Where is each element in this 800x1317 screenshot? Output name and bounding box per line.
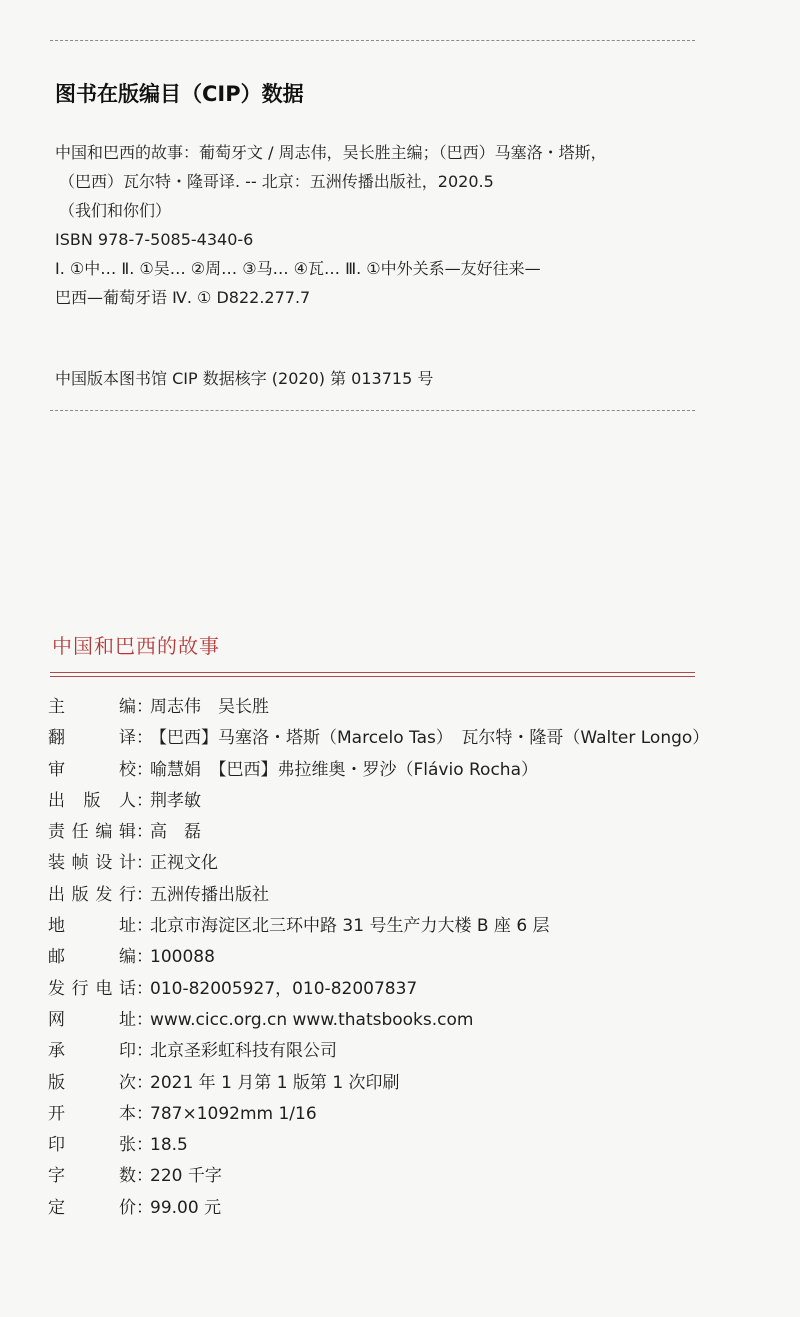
credit-colon: ： (136, 790, 153, 811)
credit-row (48, 974, 748, 1005)
credit-row (48, 1161, 748, 1192)
credit-label: 地 址 (48, 916, 136, 937)
credit-label: 字 数 (48, 1166, 136, 1187)
credit-label: 印 张 (48, 1135, 136, 1156)
credit-row (48, 911, 748, 942)
credit-colon: ： (136, 884, 153, 905)
credit-value: 荆孝敏 (150, 790, 201, 811)
cip-line: ISBN 978-7-5085-4340-6 (55, 230, 254, 249)
credit-row (48, 692, 748, 723)
credit-row (48, 755, 748, 786)
credit-colon: ： (136, 947, 153, 968)
credit-value: www.cicc.org.cn www.thatsbooks.com (150, 1009, 474, 1030)
credit-label: 出 版 人 (48, 790, 136, 811)
credit-value: 【巴西】马塞洛・塔斯（Marcelo Tas） 瓦尔特・隆哥（Walter Longo） (150, 728, 710, 749)
credit-colon: ： (136, 1197, 153, 1218)
credit-colon: ： (136, 1166, 153, 1187)
credit-row (48, 1193, 748, 1224)
credit-row (48, 942, 748, 973)
credit-colon: ： (136, 916, 153, 937)
credit-value: 220 千字 (150, 1166, 222, 1187)
credit-label: 发 行 电 话 (48, 978, 136, 999)
credit-label: 开 本 (48, 1103, 136, 1124)
credit-label: 邮 编 (48, 947, 136, 968)
credit-value: 高 磊 (150, 822, 201, 843)
book-title: 中国和巴西的故事 (52, 634, 220, 658)
top-divider (50, 40, 695, 41)
credit-value: 北京市海淀区北三环中路 31 号生产力大楼 B 座 6 层 (150, 916, 550, 937)
credits-list (48, 692, 748, 1224)
cip-line: （巴西）瓦尔特・隆哥译. -- 北京：五洲传播出版社，2020.5 (59, 172, 494, 191)
credit-colon: ： (136, 1009, 153, 1030)
credit-colon: ： (136, 697, 153, 717)
credit-row (48, 880, 748, 911)
credit-row (48, 817, 748, 848)
credit-label: 定 价 (48, 1197, 136, 1218)
credit-value: 2021 年 1 月第 1 版第 1 次印刷 (150, 1072, 400, 1093)
credit-value: 五洲传播出版社 (150, 884, 269, 905)
credit-row (48, 1005, 748, 1036)
middle-divider (50, 410, 695, 411)
credit-row (48, 1068, 748, 1099)
title-divider (50, 672, 695, 677)
credit-value: 100088 (150, 947, 215, 968)
cip-line: （我们和你们） (59, 201, 172, 220)
cip-record (55, 138, 695, 312)
credit-row (48, 1130, 748, 1161)
credit-value: 正视文化 (150, 853, 218, 874)
cip-check-number: 中国版本图书馆 CIP 数据核字 (2020) 第 013715 号 (55, 369, 434, 388)
credit-row (48, 786, 748, 817)
credit-colon: ： (136, 759, 153, 780)
credit-label: 主 编 (48, 697, 136, 717)
credit-value: 99.00 元 (150, 1197, 222, 1218)
credit-row (48, 1036, 748, 1067)
credit-label: 网 址 (48, 1009, 136, 1030)
credit-label: 装 帧 设 计 (48, 853, 136, 874)
credit-value: 北京圣彩虹科技有限公司 (150, 1041, 337, 1062)
credit-label: 承 印 (48, 1041, 136, 1062)
cip-line: 中国和巴西的故事：葡萄牙文 / 周志伟，吴长胜主编；（巴西）马塞洛・塔斯， (55, 143, 607, 162)
credit-value: 喻慧娟 【巴西】弗拉维奥・罗沙（Flávio Rocha） (150, 759, 538, 780)
credit-row (48, 1099, 748, 1130)
credit-row (48, 723, 748, 754)
credit-colon: ： (136, 728, 153, 749)
credit-colon: ： (136, 822, 153, 843)
credit-value: 010-82005927，010-82007837 (150, 978, 418, 999)
credit-colon: ： (136, 1072, 153, 1093)
credit-colon: ： (136, 978, 153, 999)
credit-colon: ： (136, 1103, 153, 1124)
credit-colon: ： (136, 1041, 153, 1062)
cip-line: 巴西—葡萄牙语 Ⅳ. ① D822.277.7 (55, 288, 311, 307)
credit-value: 周志伟 吴长胜 (150, 697, 269, 717)
credit-colon: ： (136, 1135, 153, 1156)
cip-heading: 图书在版编目（CIP）数据 (55, 82, 304, 106)
credit-label: 出 版 发 行 (48, 884, 136, 905)
credit-label: 翻 译 (48, 728, 136, 749)
credit-value: 787×1092mm 1/16 (150, 1103, 317, 1124)
credit-label: 责 任 编 辑 (48, 822, 136, 843)
credit-label: 审 校 (48, 759, 136, 780)
credit-colon: ： (136, 853, 153, 874)
credit-value: 18.5 (150, 1135, 188, 1156)
credit-row (48, 848, 748, 879)
cip-line: Ⅰ. ①中… Ⅱ. ①吴… ②周… ③马… ④瓦… Ⅲ. ①中外关系—友好往来— (55, 259, 541, 278)
credit-label: 版 次 (48, 1072, 136, 1093)
